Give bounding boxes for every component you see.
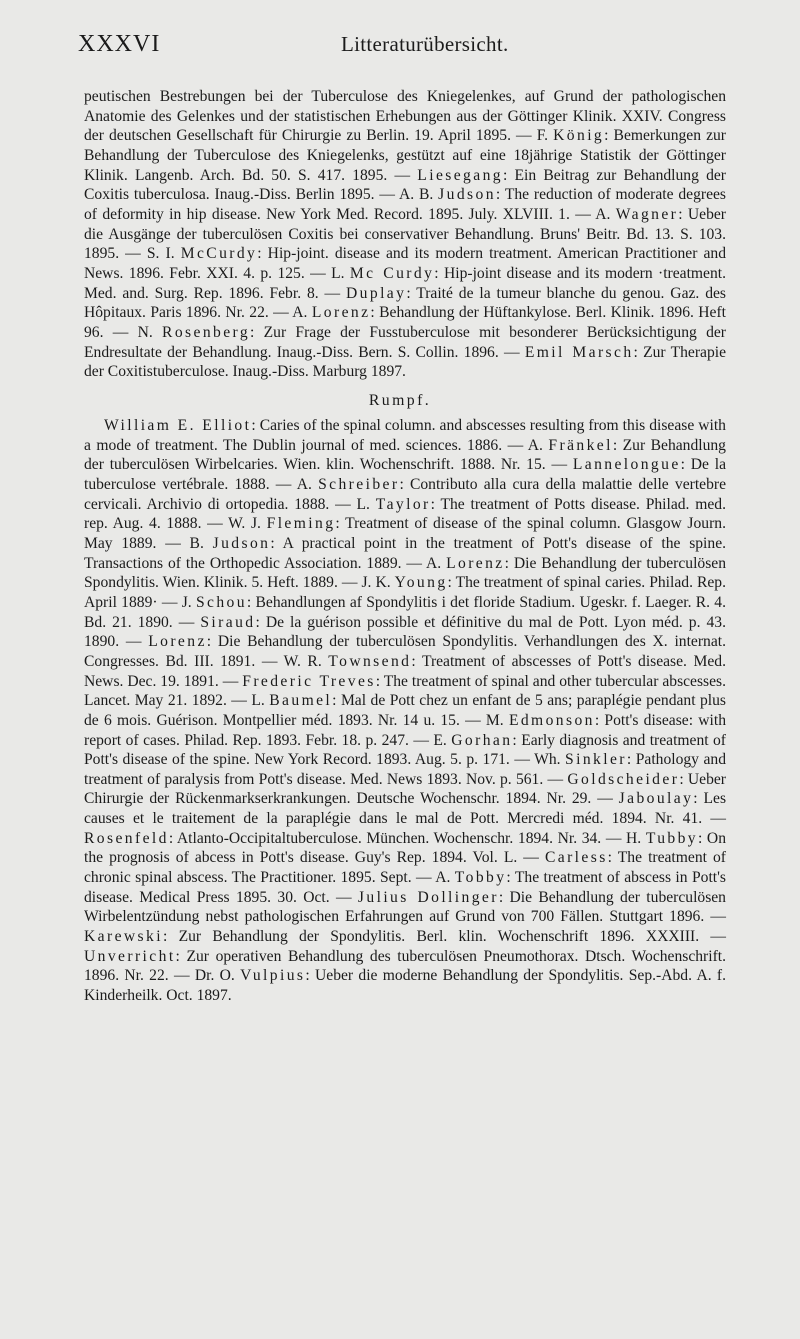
author-name: Jaboulay [618,790,694,808]
citation-text: : The treatment of Potts disease. Philad. med. rep. Aug. 4. 1888. — W. J. [84,495,726,533]
citation-text: : Zur operativen Behandlung des tuberculösen Pneumothorax. Dtsch. Wochenschrift. 1896. Nr. 22. — Dr. O. [84,947,726,985]
citation-text: peutischen Bestrebungen bei der Tuberculose des Kniegelenkes, auf Grund der pathologischen Anatomie des Gelenkes und der statistischen Erhebungen aus der Göttinger Klinik. XXIV. Congress der deutschen Gesellschaft für Chirurgie zu Berlin. 19. April 1895. — F. [84,88,726,145]
citation-text: : Die Behandlung der tuberculösen Spondylitis. Wien. Klinik. 5. Heft. 1889. — J. K. [84,554,726,592]
citation-text: : Caries of the spinal column. and abscesses resulting from this disease with a mode of treatment. The Dublin journal of med. sciences. 1886. — A. [84,417,726,454]
citation-text: : Die Behandlung der tuberculösen Spondylitis. Verhandlungen des X. internat. Congresses. Bd. III. 1891. — W. R. [84,633,726,670]
author-name: Mc Curdy [349,264,435,282]
author-name: Lorenz [148,633,207,651]
author-name: Duplay [346,284,407,302]
author-name: Baumel [269,692,333,710]
citation-text: : A practical point in the treatment of Pott's disease of the spine. Transactions of the Orthopedic Association. 1889. — A. [84,534,727,572]
citation-text: : Les causes et le traitement de la paraplégie dans le mal de Pott. Mercredi méd. 1894. Nr. 41. — [84,790,727,828]
citation-text: : Zur Frage der Fusstuberculose mit besonderer Berücksichtigung der Endresultate der Behandlung. Inaug.-Diss. Bern. S. Collin. 1896. — [84,323,726,361]
citation-text: : Hip-joint disease and its modern ·treatment. Med. and. Surg. Rep. 1896. Febr. 8. — [84,264,726,302]
citation-text: : On the prognosis of abcess in Pott's disease. Guy's Rep. 1894. Vol. L. — [84,829,726,867]
author-name: Emil Marsch [524,343,634,361]
author-name: Schreiber [318,475,400,493]
citation-text: : Pathology and treatment of paralysis from Pott's disease. Med. News 1893. Nov. p. 561. — [84,751,726,788]
citation-text: : Ueber die Ausgänge der tuberculösen Coxitis bei conservativer Behandlung. Bruns' Beitr. Bd. 13. S. 103. 1895. — S. I. [84,205,727,263]
author-name: McCurdy [180,245,258,263]
author-name: Judson [212,534,271,552]
author-name: Lorenz [311,304,371,322]
author-name: Goldscheider [567,770,680,788]
author-name: Edmonson [508,711,595,729]
citation-text: : Contributo alla cura della malattie delle vertebre cervicali. Archivio di ortopedia. 1888. — L. [84,475,727,513]
author-name: Frederic Treves [242,672,376,690]
citation-text: : The treatment of spinal and other tubercular abscesses. Lancet. May 21. 1892. — L. [84,672,727,710]
citation-text: : The reduction of moderate degrees of deformity in hip disease. New York Med. Record. 1895. July. XLVIII. 1. — A. [84,186,726,223]
citation-text: : Atlanto-Occipitaltuberculose. München. Wochenschr. 1894. Nr. 34. — H. [168,829,646,847]
author-name: Tobby [454,869,507,887]
author-name: Karewski [84,928,163,946]
author-name: Liesegang [417,166,503,184]
author-name: Fränkel [548,436,613,454]
citation-text: : The treatment of abscess in Pott's disease. Medical Press 1895. 30. Oct. — [84,869,726,906]
author-name: Tubby [645,829,698,847]
author-name: Sinkler [565,751,627,769]
author-name: Lannelongue [572,456,681,474]
author-name: Young [394,574,448,592]
citation-text: : Treatment of abscesses of Pott's disease. Med. News. Dec. 19. 1891. — [84,652,726,690]
citation-text: : Zur Behandlung der tuberculösen Wirbelcaries. Wien. klin. Wochenschrift. 1888. Nr. 15. — [84,436,726,474]
page-number: XXXVI [78,31,161,57]
author-name: William E. Elliot [104,417,252,434]
author-name: Julius Dollinger [357,888,499,906]
author-name: Judson [438,186,496,204]
citation-text: : De la tuberculose vertébrale. 1888. — A. [84,456,726,493]
citation-text: : Ein Beitrag zur Behandlung der Coxitis tuberculosa. Inaug.-Diss. Berlin 1895. — A. B. [84,166,726,204]
author-name: Gorhan [451,731,513,749]
citation-text: : De la guérison possible et définitive du mal de Pott. Lyon méd. p. 43. 1890. — [84,613,726,651]
author-name: Lorenz [446,554,505,572]
author-name: Vulpius [240,967,306,985]
citation-text: : Die Behandlung der tuberculösen Wirbelentzündung nebst pathologischen Erfahrungen auf Grund von 700 Fällen. Stuttgart 1896. — [84,888,726,926]
section-heading: Rumpf. [368,392,432,409]
citation-text: : Behandlungen af Spondylitis i det floride Stadium. Ugeskr. f. Laeger. R. 4. Bd. 21. 1890. — [84,593,727,631]
page-header [78,30,738,60]
citation-text: : Treatment of disease of the spinal column. Glasgow Journ. May 1889. — B. [84,515,726,552]
author-name: Rosenfeld [84,829,169,847]
citation-text: : The treatment of spinal caries. Philad. Rep. April 1889· — J. [84,574,726,611]
citation-text: : Hip-joint. disease and its modern treatment. American Practitioner and News. 1896. Febr. XXI. 4. p. 125. — L. [84,245,727,282]
citation-text: : Bemerkungen zur Behandlung der Tuberculose des Kniegelenks, gestützt auf eine 18jährige Statistik der Göttinger Klinik. Langenb. Arch. Bd. 50. S. 417. 1895. — [84,127,727,184]
citation-text: : Traité de la tumeur blanche du genou. Gaz. des Hôpitaux. Paris 1896. Nr. 22. — A. [84,284,726,322]
bibliography-block-rumpf [84,416,726,1006]
author-name: Wagner [615,205,679,223]
citation-text: : Early diagnosis and treatment of Pott's disease of the spine. New York Record. 1893. Aug. 5. p. 171. — Wh. [84,731,727,769]
citation-text: : Mal de Pott chez un enfant de 5 ans; paraplégie pendant plus de 6 mois. Guérison. Montpellier méd. 1893. Nr. 14 u. 15. — M. [84,692,726,729]
running-title: Litteraturübersicht. [341,32,509,56]
citation-text: : Pott's disease: with report of cases. Philad. Rep. 1893. Febr. 18. p. 247. — E. [84,711,726,749]
author-name: Townsend [328,652,412,670]
bibliography-block-continued [84,87,726,382]
author-name: Taylor [375,495,431,513]
author-name: Carless [544,849,608,867]
citation-text: : Ueber die moderne Behandlung der Spondylitis. Sep.-Abd. A. f. Kinderheilk. Oct. 1897. [84,967,726,1005]
author-name: Fleming [266,515,336,533]
author-name: Rosenberg [162,323,251,341]
author-name: Schou [195,593,247,611]
citation-text: : The treatment of chronic spinal abscess. The Practitioner. 1895. Sept. — A. [84,849,726,887]
citation-text: : Behandlung der Hüftankylose. Berl. Klinik. 1896. Heft 96. — N. [84,304,726,341]
citation-text: : Ueber Chirurgie der Rückenmarkserkrankungen. Deutsche Wochenschr. 1894. Nr. 29. — [84,770,726,808]
author-name: König [553,127,605,145]
citation-text: : Zur Therapie der Coxitistuberculose. Inaug.-Diss. Marburg 1897. [84,343,726,381]
citation-text: : Zur Behandlung der Spondylitis. Berl. klin. Wochenschrift 1896. XXXIII. — [162,928,726,946]
author-name: Siraud [200,613,256,631]
author-name: Unverricht [84,947,176,965]
